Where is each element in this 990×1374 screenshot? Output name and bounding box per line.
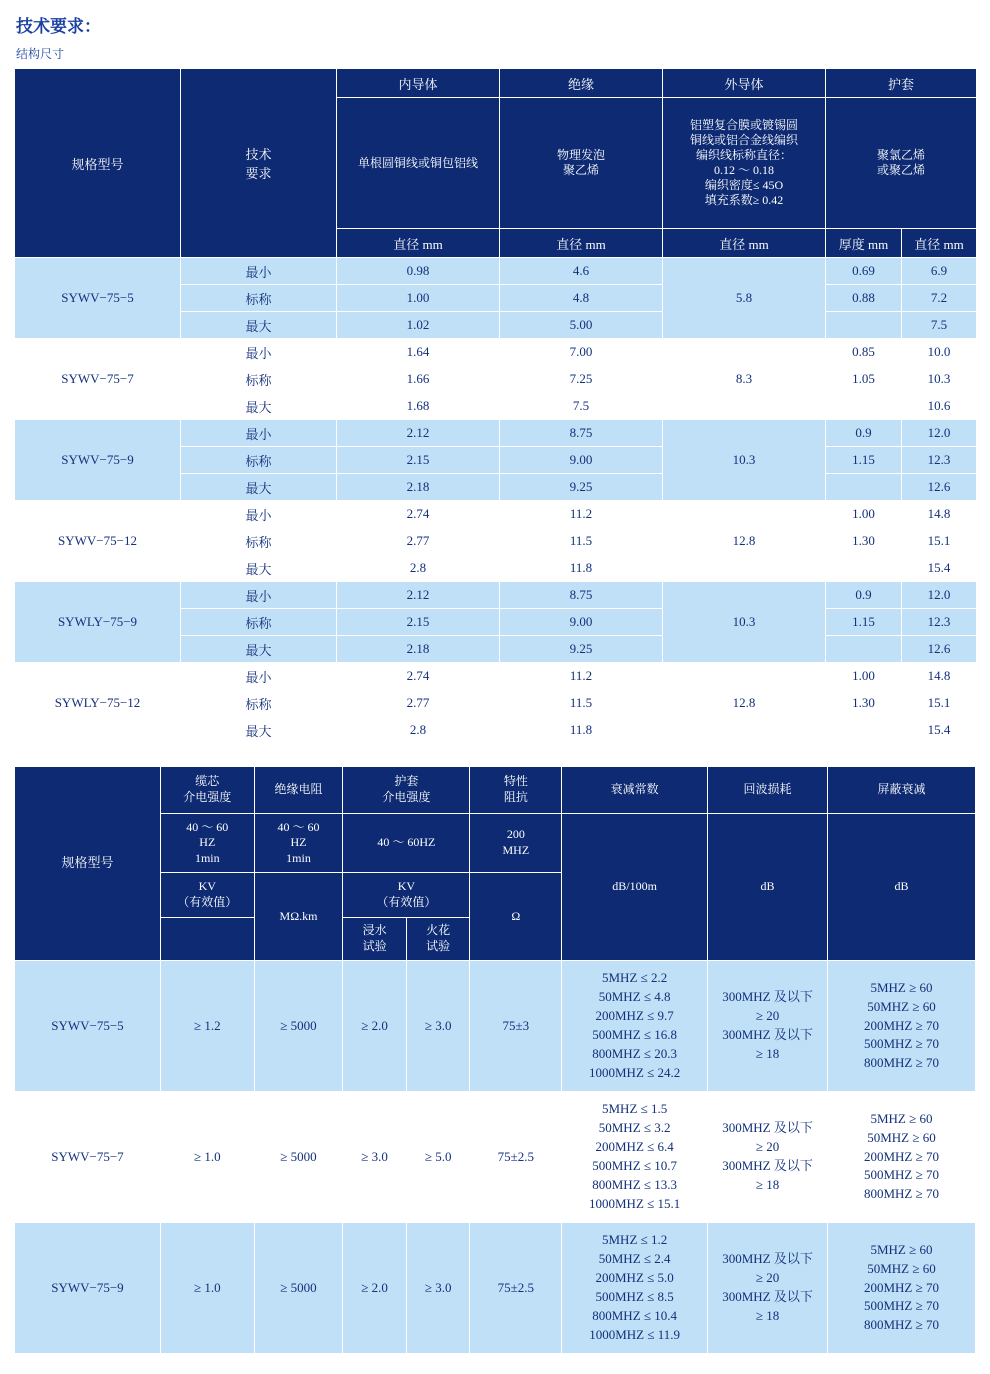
atten-line: 5MHZ ≤ 1.5 [602,1101,668,1117]
t2-header-spec: 规格型号 [15,767,161,961]
t1-header-insulation: 绝缘 [500,69,663,98]
t1-ins-min: 11.2 [500,663,663,690]
t2-shield-values [827,961,975,1092]
table-gap [14,744,976,766]
t1-spec: SYWV−75−7 [15,339,181,420]
t1-header-sheath: 护套 [826,69,977,98]
shield-line: 5MHZ ≥ 60 [870,979,933,995]
t1-unit-inner: 直径 mm [337,229,500,258]
t1-sheath-thick-min: 0.9 [826,582,902,609]
t1-sheath-thick-max [826,393,902,420]
t1-inner-max: 2.18 [337,636,500,663]
atten-line: 5MHZ ≤ 2.2 [602,970,668,986]
t2-shield-values [827,1223,975,1354]
t1-sheath-dia-max: 15.4 [902,717,977,744]
t1-outer: 10.3 [663,582,826,663]
return-line: ≥ 20 [755,1008,780,1024]
atten-line: 1000MHZ ≤ 15.1 [589,1195,681,1211]
t1-spec: SYWLY−75−9 [15,582,181,663]
t2-core-condition: 40 ～ 60 HZ 1min [160,814,254,873]
t1-sheath-dia-min: 6.9 [902,258,977,285]
t2-header-shield: 屏蔽衰减 [827,767,975,814]
shield-line: 500MHZ ≥ 70 [863,1036,939,1052]
table-row [15,582,977,609]
t1-ins-nom: 9.00 [500,447,663,474]
t1-label-min: 最小 [181,582,337,609]
t1-sheath-thick-nom: 1.15 [826,447,902,474]
t1-unit-outer: 直径 mm [663,229,826,258]
t1-ins-nom: 11.5 [500,528,663,555]
t1-unit-sheath-diameter: 直径 mm [902,229,977,258]
t1-sheath-dia-nom: 12.3 [902,447,977,474]
t1-label-min: 最小 [181,258,337,285]
t2-sheath-spark-value: ≥ 5.0 [406,1092,470,1223]
t1-label-max: 最大 [181,474,337,501]
t1-inner-max: 1.02 [337,312,500,339]
t1-sheath-thick-nom: 1.15 [826,609,902,636]
t1-header-tech-req: 技术 要求 [181,69,337,258]
shield-line: 5MHZ ≥ 60 [870,1241,933,1257]
shield-line: 800MHZ ≥ 70 [863,1186,939,1202]
t2-core-blank [160,918,254,961]
t1-sheath-dia-min: 14.8 [902,663,977,690]
shield-line: 800MHZ ≥ 70 [863,1055,939,1071]
t2-core-unit: KV （有效值） [160,873,254,918]
t1-label-max: 最大 [181,717,337,744]
t1-inner-min: 2.12 [337,582,500,609]
atten-line: 500MHZ ≤ 8.5 [595,1289,674,1304]
t1-ins-nom: 4.8 [500,285,663,312]
t1-sheath-thick-min: 0.85 [826,339,902,366]
t1-sheath-dia-nom: 15.1 [902,528,977,555]
t2-attenuation-values [562,1223,708,1354]
t1-ins-min: 4.6 [500,258,663,285]
t1-sheath-thick-max [826,636,902,663]
atten-line: 1000MHZ ≤ 24.2 [589,1064,681,1080]
t1-ins-max: 7.5 [500,393,663,420]
t1-ins-max: 11.8 [500,555,663,582]
t1-sheath-dia-min: 12.0 [902,582,977,609]
table-row [15,663,977,690]
t1-unit-insulation: 直径 mm [500,229,663,258]
t1-label-min: 最小 [181,420,337,447]
t1-sheath-dia-min: 14.8 [902,501,977,528]
t1-inner-nom: 1.66 [337,366,500,393]
shield-line: 500MHZ ≥ 70 [863,1298,939,1314]
t2-sheath-sub-water: 浸水 试验 [343,918,407,961]
t1-outer: 12.8 [663,663,826,744]
t1-label-max: 最大 [181,555,337,582]
t1-sheath-thick-min: 1.00 [826,663,902,690]
t1-sheath-dia-nom: 7.2 [902,285,977,312]
t1-label-min: 最小 [181,339,337,366]
shield-line: 500MHZ ≥ 70 [863,1167,939,1183]
t1-outer: 8.3 [663,339,826,420]
t1-label-nom: 标称 [181,690,337,717]
t2-header-return-loss: 回波损耗 [708,767,828,814]
t2-return-unit: dB [708,814,828,961]
atten-line: 200MHZ ≤ 6.4 [595,1139,674,1155]
t1-inner-nom: 2.77 [337,528,500,555]
t1-inner-nom: 2.77 [337,690,500,717]
t1-sheath-thick-max [826,474,902,501]
atten-line: 500MHZ ≤ 10.7 [592,1158,678,1173]
t2-header-sheath: 护套 介电强度 [343,767,470,814]
table-row [15,961,976,1092]
t2-core-value: ≥ 1.2 [160,961,254,1092]
t1-label-min: 最小 [181,663,337,690]
t1-inner-nom: 1.00 [337,285,500,312]
return-line: 300MHZ 及以下 [722,1158,813,1173]
t1-sheath-thick-nom: 1.30 [826,528,902,555]
t1-header-inner: 内导体 [337,69,500,98]
t1-spec: SYWV−75−12 [15,501,181,582]
return-line: ≥ 20 [755,1139,780,1155]
t2-ins-res-value: ≥ 5000 [254,961,343,1092]
t1-ins-min: 7.00 [500,339,663,366]
t2-spec: SYWV−75−9 [15,1223,161,1354]
t1-sheath-thick-max [826,555,902,582]
table-row [15,1223,976,1354]
t1-label-nom: 标称 [181,528,337,555]
t2-sheath-unit: KV （有效值） [343,873,470,918]
return-line: ≥ 20 [755,1270,780,1286]
t2-return-loss-values [708,961,828,1092]
t1-sheath-dia-nom: 12.3 [902,609,977,636]
t2-header-impedance: 特性 阻抗 [470,767,562,814]
t2-sheath-spark-value: ≥ 3.0 [406,1223,470,1354]
t1-label-min: 最小 [181,501,337,528]
return-line: ≥ 18 [755,1176,780,1192]
t1-label-nom: 标称 [181,609,337,636]
t2-core-value: ≥ 1.0 [160,1092,254,1223]
table-row [15,258,977,285]
t1-sheath-desc: 聚氯乙烯 或聚乙烯 [826,98,977,229]
t1-sheath-thick-nom: 1.05 [826,366,902,393]
t2-return-loss-values [708,1223,828,1354]
shield-line: 50MHZ ≥ 60 [867,1260,936,1276]
t1-inner-max: 2.18 [337,474,500,501]
t1-outer: 10.3 [663,420,826,501]
t1-sheath-dia-nom: 15.1 [902,690,977,717]
section-subtitle: 结构尺寸 [16,47,65,61]
t1-spec: SYWV−75−5 [15,258,181,339]
atten-line: 50MHZ ≤ 4.8 [598,989,671,1005]
return-line: 300MHZ 及以下 [722,1120,813,1136]
table-row [15,339,977,366]
atten-line: 5MHZ ≤ 1.2 [602,1232,668,1248]
return-line: 300MHZ 及以下 [722,1027,813,1042]
t1-ins-nom: 9.00 [500,609,663,636]
t2-impedance-value: 75±3 [470,961,562,1092]
return-line: 300MHZ 及以下 [722,989,813,1005]
t1-sheath-thick-min: 1.00 [826,501,902,528]
table-row [15,420,977,447]
t2-sheath-water-value: ≥ 2.0 [343,961,407,1092]
t2-ins-res-condition: 40 ～ 60 HZ 1min [254,814,343,873]
t2-shield-values [827,1092,975,1223]
t1-ins-max: 11.8 [500,717,663,744]
t2-spec: SYWV−75−7 [15,1092,161,1223]
atten-line: 1000MHZ ≤ 11.9 [589,1326,681,1342]
t2-attenuation-values [562,1092,708,1223]
atten-line: 800MHZ ≤ 13.3 [592,1176,678,1192]
t1-header-spec: 规格型号 [15,69,181,258]
t2-ins-res-value: ≥ 5000 [254,1092,343,1223]
t1-inner-min: 2.74 [337,501,500,528]
t1-spec: SYWV−75−9 [15,420,181,501]
t2-return-loss-values [708,1092,828,1223]
t2-impedance-unit: Ω [470,873,562,961]
t1-sheath-dia-max: 10.6 [902,393,977,420]
t1-ins-max: 9.25 [500,474,663,501]
t1-ins-min: 8.75 [500,420,663,447]
t2-sheath-spark-value: ≥ 3.0 [406,961,470,1092]
shield-line: 800MHZ ≥ 70 [863,1317,939,1333]
t2-sheath-water-value: ≥ 2.0 [343,1223,407,1354]
atten-line: 200MHZ ≤ 5.0 [595,1270,674,1286]
t1-sheath-dia-max: 12.6 [902,636,977,663]
t1-label-max: 最大 [181,312,337,339]
t2-ins-res-unit: MΩ.km [254,873,343,961]
t2-header-ins-res: 绝缘电阻 [254,767,343,814]
t1-inner-nom: 2.15 [337,447,500,474]
table-row [15,1092,976,1223]
shield-line: 200MHZ ≥ 70 [863,1148,939,1164]
t2-sheath-condition: 40 ～ 60HZ [343,814,470,873]
t1-inner-min: 0.98 [337,258,500,285]
shield-line: 200MHZ ≥ 70 [863,1279,939,1295]
t2-impedance-value: 75±2.5 [470,1092,562,1223]
t1-sheath-thick-max [826,717,902,744]
atten-line: 500MHZ ≤ 16.8 [592,1027,678,1042]
t1-inner-desc: 单根圆铜线或铜包铝线 [337,98,500,229]
t1-sheath-dia-min: 12.0 [902,420,977,447]
t1-outer: 5.8 [663,258,826,339]
t1-sheath-thick-min: 0.9 [826,420,902,447]
t1-sheath-thick-nom: 1.30 [826,690,902,717]
t1-spec: SYWLY−75−12 [15,663,181,744]
t1-inner-min: 2.12 [337,420,500,447]
t1-sheath-dia-max: 15.4 [902,555,977,582]
t1-label-nom: 标称 [181,447,337,474]
t1-label-max: 最大 [181,393,337,420]
t1-label-nom: 标称 [181,366,337,393]
t2-impedance-condition: 200 MHZ [470,814,562,873]
t2-attenuation-values [562,961,708,1092]
t1-sheath-dia-max: 12.6 [902,474,977,501]
t1-outer-desc: 铝塑复合膜或镀锡圆 铜线或铝合金线编织 编织线标称直径： 0.12 ～ 0.18 编织密度≤ 45O 填充系数≥ 0.42 [663,98,826,229]
t2-ins-res-value: ≥ 5000 [254,1223,343,1354]
return-line: 300MHZ 及以下 [722,1289,813,1304]
t1-ins-min: 8.75 [500,582,663,609]
t1-header-outer: 外导体 [663,69,826,98]
atten-line: 200MHZ ≤ 9.7 [595,1008,674,1024]
atten-line: 50MHZ ≤ 2.4 [598,1251,671,1267]
t2-header-core: 缆芯 介电强度 [160,767,254,814]
t2-sheath-sub-spark: 火花 试验 [406,918,470,961]
t2-spec: SYWV−75−5 [15,961,161,1092]
t1-ins-max: 9.25 [500,636,663,663]
t2-core-value: ≥ 1.0 [160,1223,254,1354]
t1-inner-max: 2.8 [337,555,500,582]
page-title: 技术要求： [16,17,101,36]
t1-label-max: 最大 [181,636,337,663]
t1-sheath-dia-min: 10.0 [902,339,977,366]
atten-line: 800MHZ ≤ 10.4 [592,1307,678,1323]
shield-line: 5MHZ ≥ 60 [870,1110,933,1126]
return-line: ≥ 18 [755,1045,780,1061]
t1-inner-min: 2.74 [337,663,500,690]
t1-sheath-thick-nom: 0.88 [826,285,902,312]
t1-inner-min: 1.64 [337,339,500,366]
t1-ins-nom: 11.5 [500,690,663,717]
t1-ins-nom: 7.25 [500,366,663,393]
t1-ins-max: 5.00 [500,312,663,339]
t2-shield-unit: dB [827,814,975,961]
return-line: ≥ 18 [755,1307,780,1323]
t1-inner-max: 1.68 [337,393,500,420]
electrical-characteristics-table [14,766,976,1354]
return-line: 300MHZ 及以下 [722,1251,813,1267]
t1-unit-sheath-thickness: 厚度 mm [826,229,902,258]
t1-sheath-dia-max: 7.5 [902,312,977,339]
t2-atten-unit: dB/100m [562,814,708,961]
t2-header-attenuation: 衰减常数 [562,767,708,814]
shield-line: 50MHZ ≥ 60 [867,1129,936,1145]
t1-inner-max: 2.8 [337,717,500,744]
shield-line: 50MHZ ≥ 60 [867,998,936,1014]
t1-ins-min: 11.2 [500,501,663,528]
structure-dimensions-table [14,68,977,744]
shield-line: 200MHZ ≥ 70 [863,1017,939,1033]
t1-outer: 12.8 [663,501,826,582]
table-row [15,501,977,528]
atten-line: 800MHZ ≤ 20.3 [592,1045,678,1061]
t1-sheath-thick-max [826,312,902,339]
atten-line: 50MHZ ≤ 3.2 [598,1120,671,1136]
t1-inner-nom: 2.15 [337,609,500,636]
t1-sheath-thick-min: 0.69 [826,258,902,285]
t2-impedance-value: 75±2.5 [470,1223,562,1354]
t1-insulation-desc: 物理发泡 聚乙烯 [500,98,663,229]
t1-label-nom: 标称 [181,285,337,312]
t2-sheath-water-value: ≥ 3.0 [343,1092,407,1223]
t1-sheath-dia-nom: 10.3 [902,366,977,393]
